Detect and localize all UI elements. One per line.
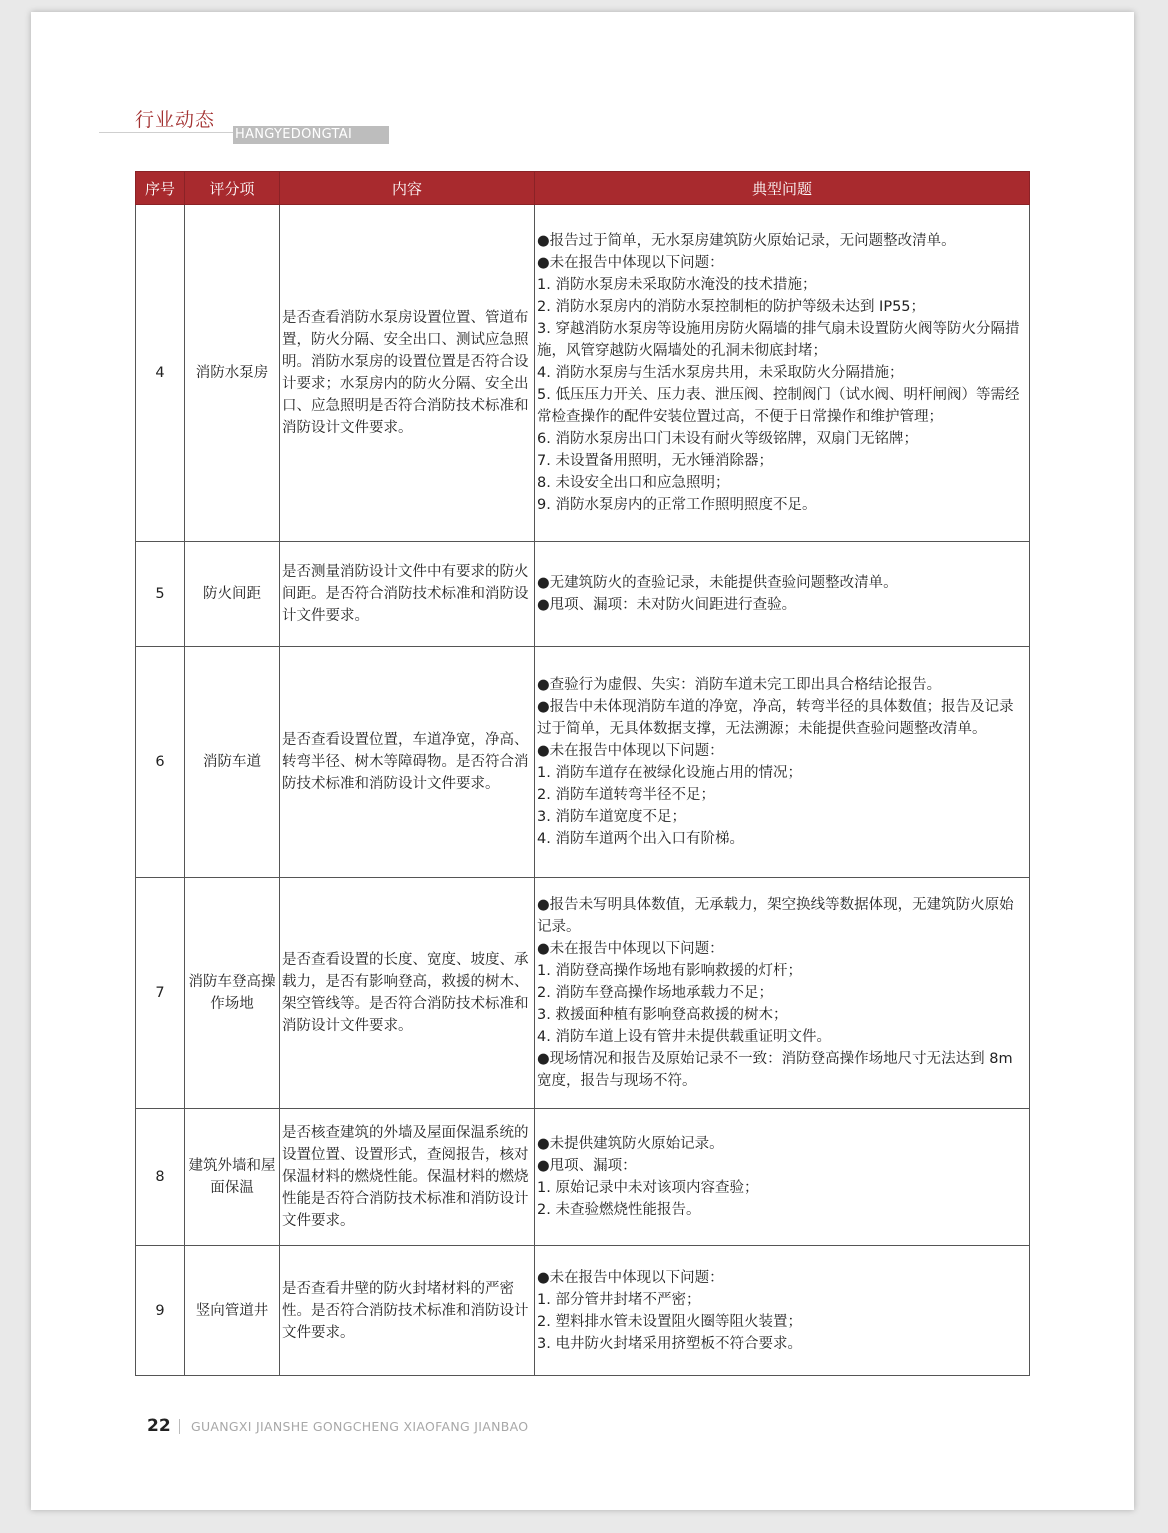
- issue-line: ●未在报告中体现以下问题：: [537, 1269, 724, 1286]
- issue-line: 1. 消防登高操作场地有影响救援的灯杆；: [537, 963, 802, 979]
- issue-line: 3. 消防车道宽度不足；: [537, 809, 686, 825]
- page-number: 22: [147, 1416, 171, 1436]
- row-issues: [535, 1109, 1030, 1246]
- table-row: [136, 878, 1030, 1109]
- row-issues: [535, 542, 1030, 647]
- row-item: 消防水泵房: [185, 205, 280, 542]
- row-number: 6: [136, 647, 185, 878]
- section-subtitle: HANGYEDONGTAI: [233, 126, 389, 144]
- table-row: [136, 1109, 1030, 1246]
- issue-line: 1. 消防水泵房未采取防水淹没的技术措施；: [537, 277, 817, 293]
- issue-line: 2. 消防车登高操作场地承载力不足；: [537, 985, 773, 1001]
- row-item: 消防车道: [185, 647, 280, 878]
- row-number: 8: [136, 1109, 185, 1246]
- row-content: 是否查看设置的长度、宽度、坡度、承载力，是否有影响登高，救援的树木、架空管线等。是否符合消防技术标准和消防设计文件要求。: [280, 878, 535, 1109]
- section-title-rule: [99, 132, 233, 133]
- row-issues: [535, 878, 1030, 1109]
- row-issues: [535, 205, 1030, 542]
- table-header-row: [136, 172, 1030, 205]
- issue-line: ●报告过于简单，无水泵房建筑防火原始记录，无问题整改清单。: [537, 233, 956, 249]
- issue-line: 1. 消防车道存在被绿化设施占用的情况；: [537, 765, 802, 781]
- column-header-issues: 典型问题: [535, 172, 1030, 205]
- table-row: [136, 1246, 1030, 1376]
- issue-line: 2. 塑料排水管未设置阻火圈等阻火装置；: [537, 1313, 802, 1330]
- row-content: 是否查看设置位置，车道净宽，净高、转弯半径、树木等障碍物。是否符合消防技术标准和消防设计文件要求。: [280, 647, 535, 878]
- column-header-no: 序号: [136, 172, 185, 205]
- issue-line: 4. 消防水泵房与生活水泵房共用，未采取防火分隔措施；: [537, 365, 904, 381]
- issue-line: ●甩项、漏项：未对防火间距进行查验。: [537, 597, 797, 613]
- issue-line: ●未在报告中体现以下问题：: [537, 743, 724, 759]
- column-header-content: 内容: [280, 172, 535, 205]
- issue-line: 3. 穿越消防水泵房等设施用房防火隔墙的排气扇未设置防火阀等防火分隔措施，风管穿越防火隔墙处的孔洞未彻底封堵；: [537, 321, 1020, 359]
- row-number: 9: [136, 1246, 185, 1376]
- issue-line: 4. 消防车道两个出入口有阶梯。: [537, 831, 744, 847]
- section-title: 行业动态: [135, 109, 216, 131]
- issue-line: ●甩项、漏项：: [537, 1158, 637, 1174]
- issue-line: ●现场情况和报告及原始记录不一致：消防登高操作场地尺寸无法达到 8m 宽度，报告与现场不符。: [537, 1051, 1013, 1089]
- issue-line: ●查验行为虚假、失实：消防车道未完工即出具合格结论报告。: [537, 677, 942, 693]
- issue-line: 3. 救援面种植有影响登高救援的树木；: [537, 1007, 788, 1023]
- issue-line: 2. 未查验燃烧性能报告。: [537, 1202, 701, 1218]
- row-number: 5: [136, 542, 185, 647]
- issue-line: 4. 消防车道上设有管井未提供载重证明文件。: [537, 1029, 831, 1045]
- footer-divider: [179, 1419, 180, 1434]
- column-header-item: 评分项: [185, 172, 280, 205]
- row-content: 是否查看消防水泵房设置位置、管道布置，防火分隔、安全出口、测试应急照明。消防水泵房的设置位置是否符合设计要求；水泵房内的防火分隔、安全出口、应急照明是否符合消防技术标准和消防设计文件要求。: [280, 205, 535, 542]
- publication-name: GUANGXI JIANSHE GONGCHENG XIAOFANG JIANBAO: [191, 1419, 529, 1434]
- row-item: 建筑外墙和屋面保温: [185, 1109, 280, 1246]
- issue-line: ●未在报告中体现以下问题：: [537, 941, 724, 957]
- issue-line: ●报告未写明具体数值，无承载力，架空换线等数据体现，无建筑防火原始记录。: [537, 897, 1014, 935]
- table-row: [136, 647, 1030, 878]
- row-issues: [535, 647, 1030, 878]
- issue-line: ●无建筑防火的查验记录，未能提供查验问题整改清单。: [537, 575, 898, 591]
- issue-line: 2. 消防水泵房内的消防水泵控制柜的防护等级未达到 IP55；: [537, 299, 926, 315]
- issue-line: 9. 消防水泵房内的正常工作照明照度不足。: [537, 497, 817, 513]
- issue-line: ●未提供建筑防火原始记录。: [537, 1136, 724, 1152]
- row-number: 4: [136, 205, 185, 542]
- issue-line: ●报告中未体现消防车道的净宽，净高，转弯半径的具体数值；报告及记录过于简单，无具体数据支撑，无法溯源；未能提供查验问题整改清单。: [537, 699, 1014, 737]
- issue-line: 7. 未设置备用照明，无水锤消除器；: [537, 453, 773, 469]
- row-item: 防火间距: [185, 542, 280, 647]
- issue-line: ●未在报告中体现以下问题：: [537, 255, 724, 271]
- row-content: 是否核查建筑的外墙及屋面保温系统的设置位置、设置形式，查阅报告，核对保温材料的燃烧性能。保温材料的燃烧性能是否符合消防技术标准和消防设计文件要求。: [280, 1109, 535, 1246]
- issue-line: 1. 部分管井封堵不严密；: [537, 1291, 701, 1308]
- issue-line: 5. 低压压力开关、压力表、泄压阀、控制阀门（试水阀、明杆闸阀）等需经常检查操作的配件安装位置过高，不便于日常操作和维护管理；: [537, 387, 1020, 425]
- row-content: 是否测量消防设计文件中有要求的防火间距。是否符合消防技术标准和消防设计文件要求。: [280, 542, 535, 647]
- table-row: [136, 542, 1030, 647]
- table-row: [136, 205, 1030, 542]
- issue-line: 6. 消防水泵房出口门未设有耐火等级铭牌，双扇门无铭牌；: [537, 431, 918, 447]
- row-number: 7: [136, 878, 185, 1109]
- issue-line: 1. 原始记录中未对该项内容查验；: [537, 1180, 759, 1196]
- inspection-table: [135, 171, 1030, 1376]
- issue-line: 8. 未设安全出口和应急照明；: [537, 475, 730, 491]
- row-item: 消防车登高操作场地: [185, 878, 280, 1109]
- issue-line: 2. 消防车道转弯半径不足；: [537, 787, 715, 803]
- row-issues: [535, 1246, 1030, 1376]
- table-body: [136, 205, 1030, 1376]
- document-page: [31, 12, 1134, 1510]
- issue-line: 3. 电井防火封堵采用挤塑板不符合要求。: [537, 1335, 802, 1352]
- row-content: 是否查看井壁的防火封堵材料的严密性。是否符合消防技术标准和消防设计文件要求。: [280, 1246, 535, 1376]
- row-item: 竖向管道井: [185, 1246, 280, 1376]
